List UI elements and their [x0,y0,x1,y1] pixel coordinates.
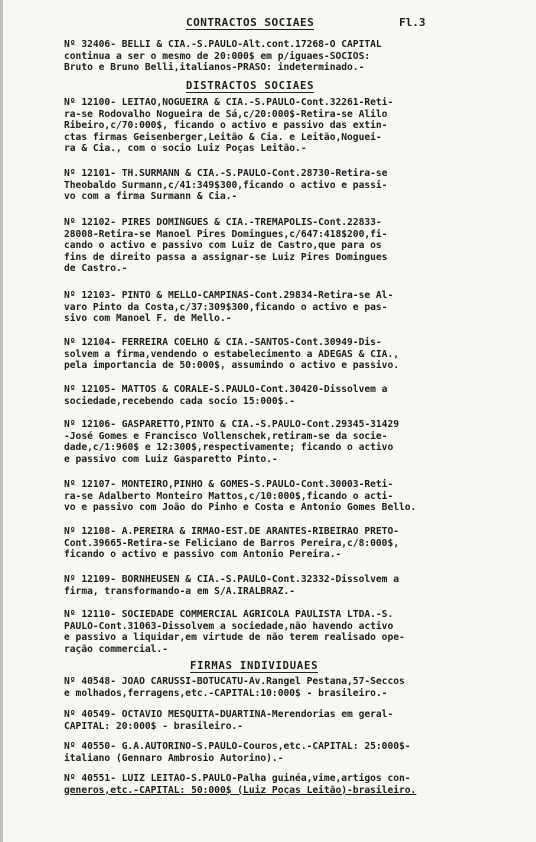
entry-12108 [64,526,494,561]
entry-line: Nº 12104- FERREIRA COELHO & CIA.-SANTOS-Cont.30949-Dis- [64,337,382,348]
entry-line: Nº 40548- JOÃO CARUSSI-BOTUCATU-Av.Rangel Pestana,57-Seccos [64,676,405,687]
entry-32406 [64,39,494,74]
entry-12110 [64,609,494,655]
entry-line: generos,etc.-CAPITAL: 50:000$ (Luiz Poças Leitão)-brasileiro. [64,784,417,796]
entry-line: ra & Cia., com o socio Luiz Poças Leitão.- [64,143,307,155]
entry-line: CAPITAL: 20:000$ - brasileiro.- [64,720,244,732]
section-title-firmas: FIRMAS INDIVIDUAES [190,660,319,672]
entry-40549 [64,709,494,732]
entry-line: continua a ser o mesmo de 20:000$ em p/iguaes-SOCIOS: [64,50,371,62]
entry-line: pela importancia de 50:000$, assumindo o activo e passivo. [64,360,400,372]
entry-line: Bruto e Bruno Belli,italianos-PRASO: indeterminado.- [64,62,365,74]
page-title: CONTRACTOS SOCIAES [186,16,315,29]
entry-line: ra-se Rodovalho Nogueira de Sá,c/20:000$-Retira-se Alilo [64,108,388,120]
entry-line: Nº 12101- TH.SURMANN & CIA.-S.PAULO-Cont.28730-Retira-se [64,168,388,179]
entry-line: Nº 12102- PIRES DOMINGUES & CIA.-TREMAPOLIS-Cont.22833- [64,217,382,228]
entry-line: firma, transformando-a em S/A.IRALBRAZ.- [64,585,296,597]
entry-line: Nº 12109- BORNHEUSEN & CIA.-S.PAULO-Cont.32332-Dissolvem a [64,574,400,585]
entry-line: dade,c/1:960$ e 12:300$,respectivamente; ficando o activo [64,442,394,454]
entry-line: Nº 12103- PINTO & MELLO-CAMPINAS-Cont.29834-Retira-se Al- [64,290,394,301]
entry-12104 [64,337,494,372]
entry-line: PAULO-Cont.31063-Dissolvem a sociedade,não havendo activo [64,620,394,632]
entry-line: Nº 12100- LEITÃO,NOGUEIRA & CIA.-S.PAULO-Cont.32261-Reti- [64,97,394,108]
entry-line: ficando o activo e passivo com Antonio Pereira.- [64,549,342,561]
entry-line: de Castro.- [64,263,128,275]
entry-line: Nº 12110- SOCIEDADE COMMERCIAL AGRICOLA PAULISTA LTDA.-S. [64,609,394,620]
entry-line: Nº 40551- LUIZ LEITÃO-S.PAULO-Palha guinéa,vime,artigos con- [64,773,411,784]
entry-line: cando o activo e passivo com Luiz de Castro,que para os [64,240,382,252]
entry-line: italiano (Gennaro Ambrosio Autorino).- [64,752,284,764]
entry-line: sivo com Manoel F. de Mello.- [64,313,232,325]
entry-line: Nº 12107- MONTEIRO,PINHO & GOMES-S.PAULO-Cont.30003-Reti- [64,479,394,490]
entry-line: Nº 32406- BELLI & CIA.-S.PAULO-Alt.cont.17268-O CAPITAL [64,39,382,50]
entry-line: vo e passivo com João do Pinho e Costa e Antonio Gomes Bello. [64,502,417,514]
entry-12109 [64,574,494,597]
page-header [0,14,536,34]
entry-12101 [64,168,494,203]
entry-line: e molhados,ferragens,etc.-CAPITAL:10:000$ - brasileiro.- [64,687,388,699]
entry-line: 28008-Retira-se Manoel Pires Domingues,c/647:418$200,fi- [64,228,388,240]
entry-12103 [64,290,494,325]
entry-12106 [64,419,494,465]
entry-line: ctas firmas Geisenberger,Leitão & Cia. e Leitão,Noguei- [64,131,382,143]
entry-line: Cont.39665-Retira-se Feliciano de Barros Pereira,c/8:000$, [64,537,400,549]
entry-12105 [64,384,494,407]
entry-12100 [64,97,494,155]
entry-line: Theobaldo Surmann,c/41:349$300,ficando o activo e passi- [64,179,388,191]
entry-line: Nº 12106- GASPARETTO,PINTO & CIA.-S.PAULO-Cont.29345-31429 [64,419,400,430]
entry-line: Nº 40549- OCTAVIO MESQUITA-DUARTINA-Merendorias em geral- [64,709,394,720]
entry-line: -José Gomes e Francisco Vollenschek,retiram-se da socie- [64,430,388,442]
entry-line: e passivo a liquidar,em virtude de não terem realisado ope- [64,632,405,644]
entry-40551 [64,773,494,796]
entry-line: varo Pinto da Costa,c/37:309$300,ficando o activo e pas- [64,301,388,313]
entry-12107 [64,479,494,514]
entry-40550 [64,741,494,764]
entry-line: ra-se Adalberto Monteiro Mattos,c/10:000$,ficando o acti- [64,490,394,502]
entry-line: Nº 12105- MATTOS & CORALE-S.PAULO-Cont.30420-Dissolvem a [64,384,388,395]
entry-line: e passivo com Luiz Gasparetto Pinto.- [64,453,278,465]
entry-40548 [64,676,494,699]
entry-line: ração commercial.- [64,643,168,655]
entry-line: Nº 40550- G.A.AUTORINO-S.PAULO-Couros,etc.-CAPITAL: 25:000$- [64,741,411,752]
page-left-edge [0,0,3,842]
entry-line: sociedade,recebendo cada socio 15:000$.- [64,395,296,407]
entry-12102 [64,217,494,275]
entry-line: solvem a firma,vendendo o estabelecimento a ADEGAS & CIA., [64,348,400,360]
entry-line: vo com a firma Surmann & Cia.- [64,191,238,203]
entry-line: fins de direito passa a assignar-se Luiz Pires Domingues [64,251,388,263]
section-title-distractos: DISTRACTOS SOCIAES [186,80,315,92]
folio-number: Fl.3 [399,16,426,29]
entry-line: Ribeiro,c/70:000$, ficando o activo e passivo das extin- [64,120,388,132]
entry-line: Nº 12108- A.PEREIRA & IRMÃO-EST.DE ARANTES-RIBEIRÃO PRETO- [64,526,400,537]
